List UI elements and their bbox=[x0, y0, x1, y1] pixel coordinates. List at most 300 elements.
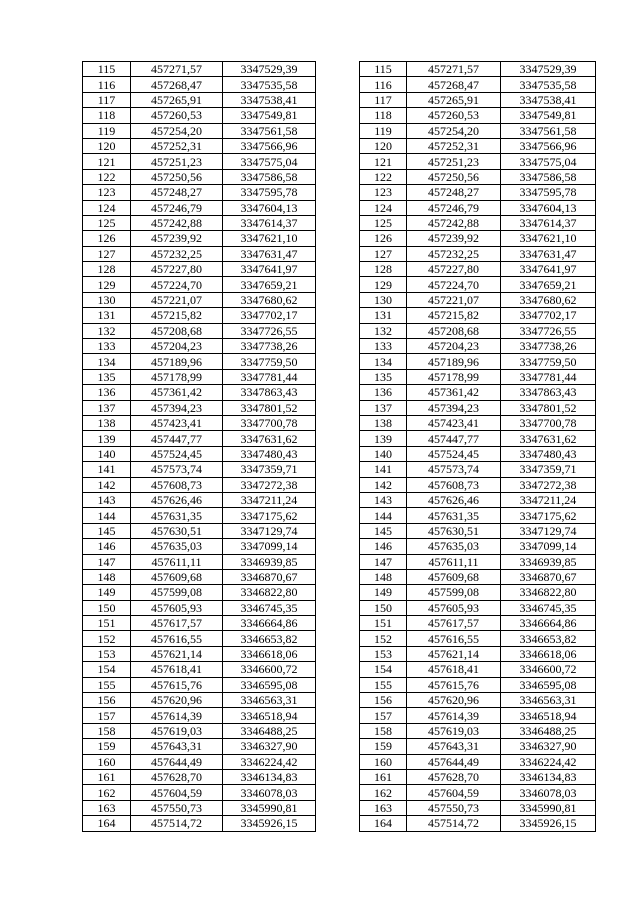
left-x-coordinate-cell: 457628,70 bbox=[131, 769, 223, 784]
table-row bbox=[83, 185, 596, 200]
left-y-coordinate-cell: 3347595,78 bbox=[223, 185, 316, 200]
left-y-coordinate-cell: 3347738,26 bbox=[223, 339, 316, 354]
right-x-coordinate-cell: 457628,70 bbox=[407, 769, 501, 784]
right-y-coordinate-cell: 3347631,62 bbox=[501, 431, 596, 446]
right-x-coordinate-cell: 457227,80 bbox=[407, 262, 501, 277]
table-row bbox=[83, 800, 596, 815]
table-row bbox=[83, 569, 596, 584]
right-x-coordinate-cell: 457599,08 bbox=[407, 585, 501, 600]
right-x-coordinate-cell: 457178,99 bbox=[407, 369, 501, 384]
right-point-number-cell: 143 bbox=[360, 492, 407, 507]
right-y-coordinate-cell: 3346078,03 bbox=[501, 785, 596, 800]
right-point-number-cell: 163 bbox=[360, 800, 407, 815]
left-point-number-cell: 151 bbox=[83, 616, 131, 631]
right-x-coordinate-cell: 457614,39 bbox=[407, 708, 501, 723]
table-row bbox=[83, 492, 596, 507]
right-x-coordinate-cell: 457215,82 bbox=[407, 308, 501, 323]
right-y-coordinate-cell: 3347175,62 bbox=[501, 508, 596, 523]
left-y-coordinate-cell: 3346870,67 bbox=[223, 569, 316, 584]
right-y-coordinate-cell: 3347781,44 bbox=[501, 369, 596, 384]
right-y-coordinate-cell: 3346327,90 bbox=[501, 739, 596, 754]
left-point-number-cell: 120 bbox=[83, 138, 131, 153]
left-x-coordinate-cell: 457224,70 bbox=[131, 277, 223, 292]
left-x-coordinate-cell: 457626,46 bbox=[131, 492, 223, 507]
table-row bbox=[83, 215, 596, 230]
table-row bbox=[83, 785, 596, 800]
left-point-number-cell: 124 bbox=[83, 200, 131, 215]
right-point-number-cell: 129 bbox=[360, 277, 407, 292]
left-x-coordinate-cell: 457605,93 bbox=[131, 600, 223, 615]
column-gap bbox=[316, 354, 360, 369]
table-row bbox=[83, 477, 596, 492]
column-gap bbox=[316, 462, 360, 477]
left-y-coordinate-cell: 3346653,82 bbox=[223, 631, 316, 646]
left-y-coordinate-cell: 3346488,25 bbox=[223, 723, 316, 738]
right-x-coordinate-cell: 457604,59 bbox=[407, 785, 501, 800]
left-y-coordinate-cell: 3346595,08 bbox=[223, 677, 316, 692]
column-gap bbox=[316, 646, 360, 661]
right-point-number-cell: 130 bbox=[360, 292, 407, 307]
column-gap bbox=[316, 138, 360, 153]
left-point-number-cell: 158 bbox=[83, 723, 131, 738]
right-y-coordinate-cell: 3347641,97 bbox=[501, 262, 596, 277]
column-gap bbox=[316, 492, 360, 507]
right-x-coordinate-cell: 457605,93 bbox=[407, 600, 501, 615]
left-point-number-cell: 126 bbox=[83, 231, 131, 246]
column-gap bbox=[316, 215, 360, 230]
right-point-number-cell: 153 bbox=[360, 646, 407, 661]
left-y-coordinate-cell: 3347538,41 bbox=[223, 92, 316, 107]
right-y-coordinate-cell: 3346563,31 bbox=[501, 693, 596, 708]
left-x-coordinate-cell: 457204,23 bbox=[131, 339, 223, 354]
column-gap bbox=[316, 754, 360, 769]
left-y-coordinate-cell: 3346939,85 bbox=[223, 554, 316, 569]
right-point-number-cell: 118 bbox=[360, 108, 407, 123]
left-point-number-cell: 141 bbox=[83, 462, 131, 477]
column-gap bbox=[316, 662, 360, 677]
column-gap bbox=[316, 477, 360, 492]
right-point-number-cell: 122 bbox=[360, 169, 407, 184]
left-x-coordinate-cell: 457573,74 bbox=[131, 462, 223, 477]
column-gap bbox=[316, 169, 360, 184]
table-row bbox=[83, 508, 596, 523]
column-gap bbox=[316, 154, 360, 169]
right-point-number-cell: 135 bbox=[360, 369, 407, 384]
right-point-number-cell: 125 bbox=[360, 215, 407, 230]
left-y-coordinate-cell: 3346224,42 bbox=[223, 754, 316, 769]
table-row bbox=[83, 246, 596, 261]
right-y-coordinate-cell: 3347680,62 bbox=[501, 292, 596, 307]
right-x-coordinate-cell: 457631,35 bbox=[407, 508, 501, 523]
right-x-coordinate-cell: 457643,31 bbox=[407, 739, 501, 754]
table-row bbox=[83, 354, 596, 369]
left-y-coordinate-cell: 3347586,58 bbox=[223, 169, 316, 184]
column-gap bbox=[316, 816, 360, 831]
column-gap bbox=[316, 308, 360, 323]
left-y-coordinate-cell: 3346745,35 bbox=[223, 600, 316, 615]
column-gap bbox=[316, 539, 360, 554]
right-y-coordinate-cell: 3347621,10 bbox=[501, 231, 596, 246]
table-row bbox=[83, 169, 596, 184]
left-y-coordinate-cell: 3346078,03 bbox=[223, 785, 316, 800]
column-gap bbox=[316, 723, 360, 738]
left-y-coordinate-cell: 3347099,14 bbox=[223, 539, 316, 554]
right-x-coordinate-cell: 457268,47 bbox=[407, 77, 501, 92]
table-row bbox=[83, 92, 596, 107]
table-row bbox=[83, 754, 596, 769]
left-x-coordinate-cell: 457227,80 bbox=[131, 262, 223, 277]
left-point-number-cell: 146 bbox=[83, 539, 131, 554]
left-point-number-cell: 128 bbox=[83, 262, 131, 277]
right-y-coordinate-cell: 3346488,25 bbox=[501, 723, 596, 738]
right-y-coordinate-cell: 3346618,06 bbox=[501, 646, 596, 661]
column-gap bbox=[316, 369, 360, 384]
right-y-coordinate-cell: 3346939,85 bbox=[501, 554, 596, 569]
column-gap bbox=[316, 385, 360, 400]
right-point-number-cell: 150 bbox=[360, 600, 407, 615]
right-y-coordinate-cell: 3347566,96 bbox=[501, 138, 596, 153]
table-row bbox=[83, 631, 596, 646]
left-x-coordinate-cell: 457221,07 bbox=[131, 292, 223, 307]
right-point-number-cell: 161 bbox=[360, 769, 407, 784]
right-x-coordinate-cell: 457644,49 bbox=[407, 754, 501, 769]
column-gap bbox=[316, 785, 360, 800]
right-point-number-cell: 139 bbox=[360, 431, 407, 446]
table-row bbox=[83, 231, 596, 246]
right-point-number-cell: 156 bbox=[360, 693, 407, 708]
right-x-coordinate-cell: 457611,11 bbox=[407, 554, 501, 569]
table-row bbox=[83, 816, 596, 831]
right-point-number-cell: 154 bbox=[360, 662, 407, 677]
right-point-number-cell: 159 bbox=[360, 739, 407, 754]
left-point-number-cell: 117 bbox=[83, 92, 131, 107]
left-y-coordinate-cell: 3347801,52 bbox=[223, 400, 316, 415]
left-point-number-cell: 131 bbox=[83, 308, 131, 323]
left-x-coordinate-cell: 457178,99 bbox=[131, 369, 223, 384]
right-y-coordinate-cell: 3347575,04 bbox=[501, 154, 596, 169]
left-x-coordinate-cell: 457268,47 bbox=[131, 77, 223, 92]
right-x-coordinate-cell: 457573,74 bbox=[407, 462, 501, 477]
right-x-coordinate-cell: 457260,53 bbox=[407, 108, 501, 123]
left-x-coordinate-cell: 457614,39 bbox=[131, 708, 223, 723]
left-y-coordinate-cell: 3347549,81 bbox=[223, 108, 316, 123]
right-point-number-cell: 157 bbox=[360, 708, 407, 723]
right-x-coordinate-cell: 457252,31 bbox=[407, 138, 501, 153]
table-row bbox=[83, 539, 596, 554]
left-point-number-cell: 160 bbox=[83, 754, 131, 769]
right-point-number-cell: 132 bbox=[360, 323, 407, 338]
column-gap bbox=[316, 708, 360, 723]
left-y-coordinate-cell: 3347129,74 bbox=[223, 523, 316, 538]
column-gap bbox=[316, 431, 360, 446]
table-row bbox=[83, 585, 596, 600]
left-x-coordinate-cell: 457394,23 bbox=[131, 400, 223, 415]
left-x-coordinate-cell: 457635,03 bbox=[131, 539, 223, 554]
left-point-number-cell: 164 bbox=[83, 816, 131, 831]
column-gap bbox=[316, 200, 360, 215]
left-x-coordinate-cell: 457618,41 bbox=[131, 662, 223, 677]
right-y-coordinate-cell: 3346518,94 bbox=[501, 708, 596, 723]
table-row bbox=[83, 154, 596, 169]
left-y-coordinate-cell: 3346518,94 bbox=[223, 708, 316, 723]
right-y-coordinate-cell: 3347272,38 bbox=[501, 477, 596, 492]
column-gap bbox=[316, 415, 360, 430]
left-y-coordinate-cell: 3347575,04 bbox=[223, 154, 316, 169]
right-y-coordinate-cell: 3347211,24 bbox=[501, 492, 596, 507]
right-x-coordinate-cell: 457626,46 bbox=[407, 492, 501, 507]
left-x-coordinate-cell: 457246,79 bbox=[131, 200, 223, 215]
right-x-coordinate-cell: 457616,55 bbox=[407, 631, 501, 646]
right-point-number-cell: 145 bbox=[360, 523, 407, 538]
right-point-number-cell: 151 bbox=[360, 616, 407, 631]
right-x-coordinate-cell: 457239,92 bbox=[407, 231, 501, 246]
left-y-coordinate-cell: 3347535,58 bbox=[223, 77, 316, 92]
left-x-coordinate-cell: 457248,27 bbox=[131, 185, 223, 200]
right-x-coordinate-cell: 457608,73 bbox=[407, 477, 501, 492]
right-y-coordinate-cell: 3347759,50 bbox=[501, 354, 596, 369]
column-gap bbox=[316, 231, 360, 246]
right-y-coordinate-cell: 3346664,86 bbox=[501, 616, 596, 631]
column-gap bbox=[316, 739, 360, 754]
right-point-number-cell: 160 bbox=[360, 754, 407, 769]
left-point-number-cell: 162 bbox=[83, 785, 131, 800]
right-point-number-cell: 136 bbox=[360, 385, 407, 400]
left-point-number-cell: 130 bbox=[83, 292, 131, 307]
right-point-number-cell: 127 bbox=[360, 246, 407, 261]
left-x-coordinate-cell: 457242,88 bbox=[131, 215, 223, 230]
column-gap bbox=[316, 339, 360, 354]
column-gap bbox=[316, 585, 360, 600]
left-x-coordinate-cell: 457620,96 bbox=[131, 693, 223, 708]
left-x-coordinate-cell: 457644,49 bbox=[131, 754, 223, 769]
column-gap bbox=[316, 800, 360, 815]
left-x-coordinate-cell: 457615,76 bbox=[131, 677, 223, 692]
left-y-coordinate-cell: 3347604,13 bbox=[223, 200, 316, 215]
left-y-coordinate-cell: 3346664,86 bbox=[223, 616, 316, 631]
left-point-number-cell: 129 bbox=[83, 277, 131, 292]
right-y-coordinate-cell: 3347129,74 bbox=[501, 523, 596, 538]
left-point-number-cell: 137 bbox=[83, 400, 131, 415]
left-point-number-cell: 127 bbox=[83, 246, 131, 261]
column-gap bbox=[316, 262, 360, 277]
left-x-coordinate-cell: 457630,51 bbox=[131, 523, 223, 538]
right-y-coordinate-cell: 3347099,14 bbox=[501, 539, 596, 554]
column-gap bbox=[316, 277, 360, 292]
table-row bbox=[83, 369, 596, 384]
coordinates-table-body bbox=[83, 62, 596, 832]
left-point-number-cell: 147 bbox=[83, 554, 131, 569]
right-point-number-cell: 140 bbox=[360, 446, 407, 461]
right-x-coordinate-cell: 457232,25 bbox=[407, 246, 501, 261]
column-gap bbox=[316, 400, 360, 415]
right-y-coordinate-cell: 3347631,47 bbox=[501, 246, 596, 261]
column-gap bbox=[316, 523, 360, 538]
right-x-coordinate-cell: 457524,45 bbox=[407, 446, 501, 461]
left-point-number-cell: 135 bbox=[83, 369, 131, 384]
left-point-number-cell: 154 bbox=[83, 662, 131, 677]
left-point-number-cell: 152 bbox=[83, 631, 131, 646]
column-gap bbox=[316, 292, 360, 307]
right-x-coordinate-cell: 457224,70 bbox=[407, 277, 501, 292]
table-row bbox=[83, 446, 596, 461]
left-x-coordinate-cell: 457604,59 bbox=[131, 785, 223, 800]
right-point-number-cell: 162 bbox=[360, 785, 407, 800]
left-y-coordinate-cell: 3347359,71 bbox=[223, 462, 316, 477]
right-x-coordinate-cell: 457617,57 bbox=[407, 616, 501, 631]
left-x-coordinate-cell: 457215,82 bbox=[131, 308, 223, 323]
table-row bbox=[83, 339, 596, 354]
right-x-coordinate-cell: 457619,03 bbox=[407, 723, 501, 738]
right-x-coordinate-cell: 457423,41 bbox=[407, 415, 501, 430]
right-x-coordinate-cell: 457208,68 bbox=[407, 323, 501, 338]
left-x-coordinate-cell: 457252,31 bbox=[131, 138, 223, 153]
right-y-coordinate-cell: 3346595,08 bbox=[501, 677, 596, 692]
left-x-coordinate-cell: 457260,53 bbox=[131, 108, 223, 123]
right-x-coordinate-cell: 457618,41 bbox=[407, 662, 501, 677]
left-point-number-cell: 149 bbox=[83, 585, 131, 600]
left-x-coordinate-cell: 457254,20 bbox=[131, 123, 223, 138]
right-y-coordinate-cell: 3347700,78 bbox=[501, 415, 596, 430]
table-row bbox=[83, 108, 596, 123]
right-x-coordinate-cell: 457550,73 bbox=[407, 800, 501, 815]
left-x-coordinate-cell: 457239,92 bbox=[131, 231, 223, 246]
right-y-coordinate-cell: 3346600,72 bbox=[501, 662, 596, 677]
left-x-coordinate-cell: 457423,41 bbox=[131, 415, 223, 430]
right-point-number-cell: 141 bbox=[360, 462, 407, 477]
right-y-coordinate-cell: 3346134,83 bbox=[501, 769, 596, 784]
left-y-coordinate-cell: 3346563,31 bbox=[223, 693, 316, 708]
table-row bbox=[83, 616, 596, 631]
left-point-number-cell: 125 bbox=[83, 215, 131, 230]
column-gap bbox=[316, 323, 360, 338]
table-row bbox=[83, 262, 596, 277]
left-x-coordinate-cell: 457621,14 bbox=[131, 646, 223, 661]
left-y-coordinate-cell: 3347726,55 bbox=[223, 323, 316, 338]
right-point-number-cell: 116 bbox=[360, 77, 407, 92]
right-point-number-cell: 144 bbox=[360, 508, 407, 523]
right-x-coordinate-cell: 457189,96 bbox=[407, 354, 501, 369]
table-row bbox=[83, 415, 596, 430]
right-point-number-cell: 121 bbox=[360, 154, 407, 169]
column-gap bbox=[316, 677, 360, 692]
table-row bbox=[83, 400, 596, 415]
column-gap bbox=[316, 185, 360, 200]
right-x-coordinate-cell: 457242,88 bbox=[407, 215, 501, 230]
right-point-number-cell: 134 bbox=[360, 354, 407, 369]
left-point-number-cell: 145 bbox=[83, 523, 131, 538]
left-x-coordinate-cell: 457250,56 bbox=[131, 169, 223, 184]
left-point-number-cell: 134 bbox=[83, 354, 131, 369]
right-y-coordinate-cell: 3347614,37 bbox=[501, 215, 596, 230]
column-gap bbox=[316, 92, 360, 107]
left-x-coordinate-cell: 457361,42 bbox=[131, 385, 223, 400]
right-y-coordinate-cell: 3346870,67 bbox=[501, 569, 596, 584]
right-y-coordinate-cell: 3346822,80 bbox=[501, 585, 596, 600]
right-x-coordinate-cell: 457621,14 bbox=[407, 646, 501, 661]
right-y-coordinate-cell: 3347549,81 bbox=[501, 108, 596, 123]
right-y-coordinate-cell: 3346224,42 bbox=[501, 754, 596, 769]
table-row bbox=[83, 693, 596, 708]
table-row bbox=[83, 292, 596, 307]
table-row bbox=[83, 138, 596, 153]
table-row bbox=[83, 77, 596, 92]
left-y-coordinate-cell: 3346600,72 bbox=[223, 662, 316, 677]
column-gap bbox=[316, 246, 360, 261]
left-x-coordinate-cell: 457232,25 bbox=[131, 246, 223, 261]
left-y-coordinate-cell: 3347631,62 bbox=[223, 431, 316, 446]
right-y-coordinate-cell: 3347726,55 bbox=[501, 323, 596, 338]
column-gap bbox=[316, 108, 360, 123]
left-point-number-cell: 118 bbox=[83, 108, 131, 123]
table-row bbox=[83, 723, 596, 738]
table-row bbox=[83, 62, 596, 77]
right-point-number-cell: 137 bbox=[360, 400, 407, 415]
left-y-coordinate-cell: 3347614,37 bbox=[223, 215, 316, 230]
right-x-coordinate-cell: 457615,76 bbox=[407, 677, 501, 692]
left-x-coordinate-cell: 457616,55 bbox=[131, 631, 223, 646]
left-point-number-cell: 143 bbox=[83, 492, 131, 507]
left-y-coordinate-cell: 3347480,43 bbox=[223, 446, 316, 461]
right-y-coordinate-cell: 3347702,17 bbox=[501, 308, 596, 323]
right-point-number-cell: 115 bbox=[360, 62, 407, 77]
left-point-number-cell: 156 bbox=[83, 693, 131, 708]
right-point-number-cell: 152 bbox=[360, 631, 407, 646]
left-point-number-cell: 122 bbox=[83, 169, 131, 184]
right-y-coordinate-cell: 3346745,35 bbox=[501, 600, 596, 615]
left-y-coordinate-cell: 3345926,15 bbox=[223, 816, 316, 831]
left-point-number-cell: 153 bbox=[83, 646, 131, 661]
column-gap bbox=[316, 600, 360, 615]
right-x-coordinate-cell: 457609,68 bbox=[407, 569, 501, 584]
column-gap bbox=[316, 62, 360, 77]
right-y-coordinate-cell: 3345990,81 bbox=[501, 800, 596, 815]
left-y-coordinate-cell: 3347175,62 bbox=[223, 508, 316, 523]
left-y-coordinate-cell: 3347781,44 bbox=[223, 369, 316, 384]
right-x-coordinate-cell: 457271,57 bbox=[407, 62, 501, 77]
right-y-coordinate-cell: 3347586,58 bbox=[501, 169, 596, 184]
left-point-number-cell: 123 bbox=[83, 185, 131, 200]
right-x-coordinate-cell: 457394,23 bbox=[407, 400, 501, 415]
left-y-coordinate-cell: 3347272,38 bbox=[223, 477, 316, 492]
left-y-coordinate-cell: 3347863,43 bbox=[223, 385, 316, 400]
right-point-number-cell: 149 bbox=[360, 585, 407, 600]
column-gap bbox=[316, 693, 360, 708]
right-x-coordinate-cell: 457250,56 bbox=[407, 169, 501, 184]
right-y-coordinate-cell: 3347529,39 bbox=[501, 62, 596, 77]
right-x-coordinate-cell: 457221,07 bbox=[407, 292, 501, 307]
table-row bbox=[83, 462, 596, 477]
left-point-number-cell: 119 bbox=[83, 123, 131, 138]
left-y-coordinate-cell: 3346822,80 bbox=[223, 585, 316, 600]
left-x-coordinate-cell: 457619,03 bbox=[131, 723, 223, 738]
column-gap bbox=[316, 554, 360, 569]
left-x-coordinate-cell: 457251,23 bbox=[131, 154, 223, 169]
column-gap bbox=[316, 123, 360, 138]
table-row bbox=[83, 200, 596, 215]
left-x-coordinate-cell: 457550,73 bbox=[131, 800, 223, 815]
left-y-coordinate-cell: 3347561,58 bbox=[223, 123, 316, 138]
table-row bbox=[83, 646, 596, 661]
table-row bbox=[83, 323, 596, 338]
left-point-number-cell: 121 bbox=[83, 154, 131, 169]
right-x-coordinate-cell: 457265,91 bbox=[407, 92, 501, 107]
right-y-coordinate-cell: 3347604,13 bbox=[501, 200, 596, 215]
table-row bbox=[83, 662, 596, 677]
table-row bbox=[83, 600, 596, 615]
table-row bbox=[83, 277, 596, 292]
left-y-coordinate-cell: 3347529,39 bbox=[223, 62, 316, 77]
right-point-number-cell: 147 bbox=[360, 554, 407, 569]
